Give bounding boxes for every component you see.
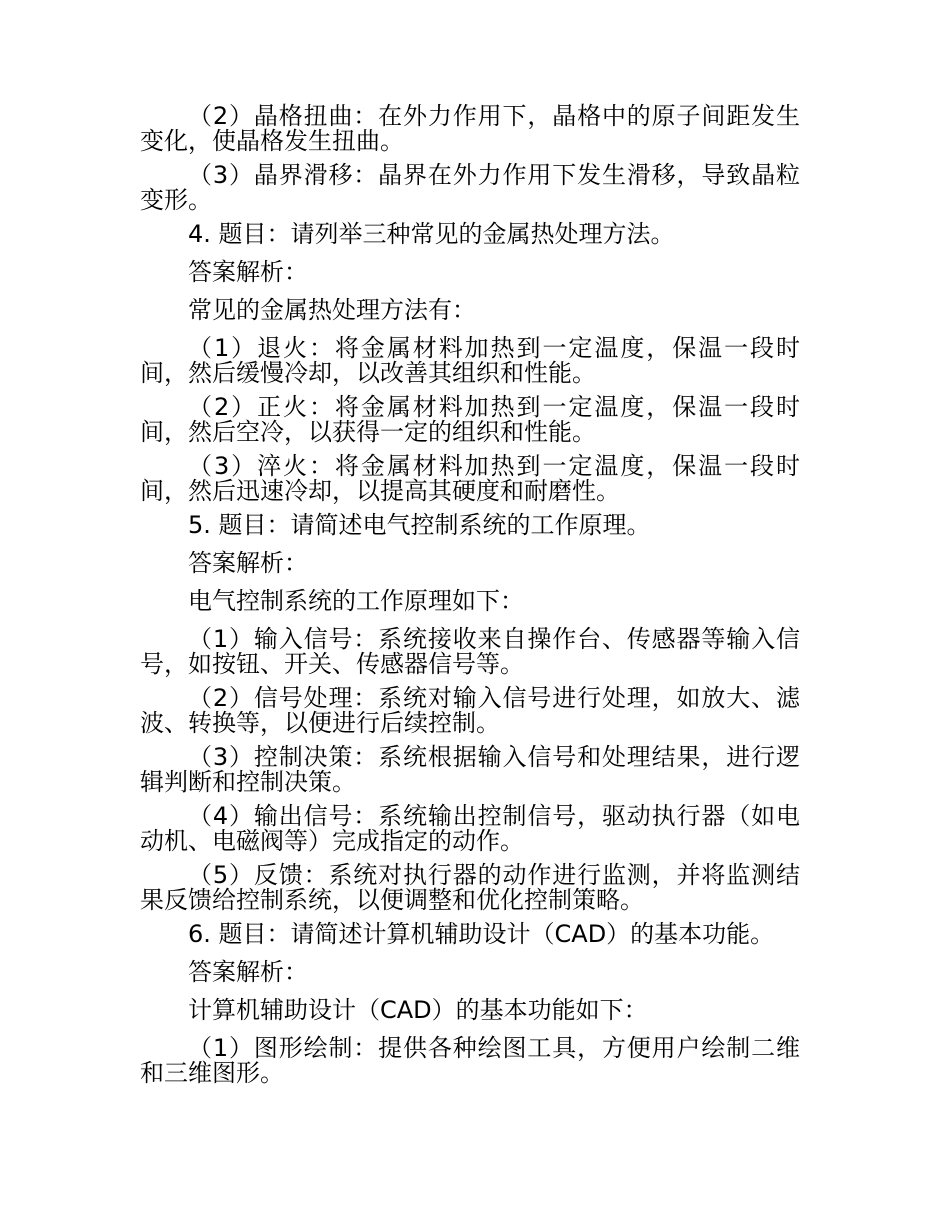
paragraph-annealing: （1）退火：将金属材料加热到一定温度，保温一段时间，然后缓慢冷却，以改善其组织和性能。 bbox=[140, 334, 800, 387]
answer-label-4: 答案解析： bbox=[188, 258, 308, 286]
question-5-title: 5. 题目：请简述电气控制系统的工作原理。 bbox=[188, 511, 651, 539]
answer-label-5: 答案解析： bbox=[188, 549, 308, 577]
paragraph-output-signal: （4）输出信号：系统输出控制信号，驱动执行器（如电动机、电磁阀等）完成指定的动作。 bbox=[140, 802, 800, 855]
paragraph-graphics-drawing: （1）图形绘制：提供各种绘图工具，方便用户绘制二维和三维图形。 bbox=[140, 1034, 800, 1087]
paragraph-lattice-distortion: （2）晶格扭曲：在外力作用下，晶格中的原子间距发生变化，使晶格发生扭曲。 bbox=[140, 102, 800, 155]
question-6-title: 6. 题目：请简述计算机辅助设计（CAD）的基本功能。 bbox=[188, 920, 775, 948]
answer-intro-6: 计算机辅助设计（CAD）的基本功能如下： bbox=[188, 996, 648, 1024]
paragraph-feedback: （5）反馈：系统对执行器的动作进行监测，并将监测结果反馈给控制系统，以便调整和优化控制策略。 bbox=[140, 861, 800, 914]
answer-label-6: 答案解析： bbox=[188, 958, 308, 986]
answer-intro-5: 电气控制系统的工作原理如下： bbox=[188, 587, 524, 615]
paragraph-control-decision: （3）控制决策：系统根据输入信号和处理结果，进行逻辑判断和控制决策。 bbox=[140, 743, 800, 796]
question-4-title: 4. 题目：请列举三种常见的金属热处理方法。 bbox=[188, 220, 675, 248]
paragraph-normalizing: （2）正火：将金属材料加热到一定温度，保温一段时间，然后空冷，以获得一定的组织和性能。 bbox=[140, 393, 800, 446]
paragraph-grain-boundary-sliding: （3）晶界滑移：晶界在外力作用下发生滑移，导致晶粒变形。 bbox=[140, 161, 800, 214]
answer-intro-4: 常见的金属热处理方法有： bbox=[188, 296, 476, 324]
paragraph-signal-processing: （2）信号处理：系统对输入信号进行处理，如放大、滤波、转换等，以便进行后续控制。 bbox=[140, 684, 800, 737]
paragraph-quenching: （3）淬火：将金属材料加热到一定温度，保温一段时间，然后迅速冷却，以提高其硬度和耐磨性。 bbox=[140, 452, 800, 505]
paragraph-input-signal: （1）输入信号：系统接收来自操作台、传感器等输入信号，如按钮、开关、传感器信号等。 bbox=[140, 625, 800, 678]
document-body bbox=[140, 104, 800, 1095]
